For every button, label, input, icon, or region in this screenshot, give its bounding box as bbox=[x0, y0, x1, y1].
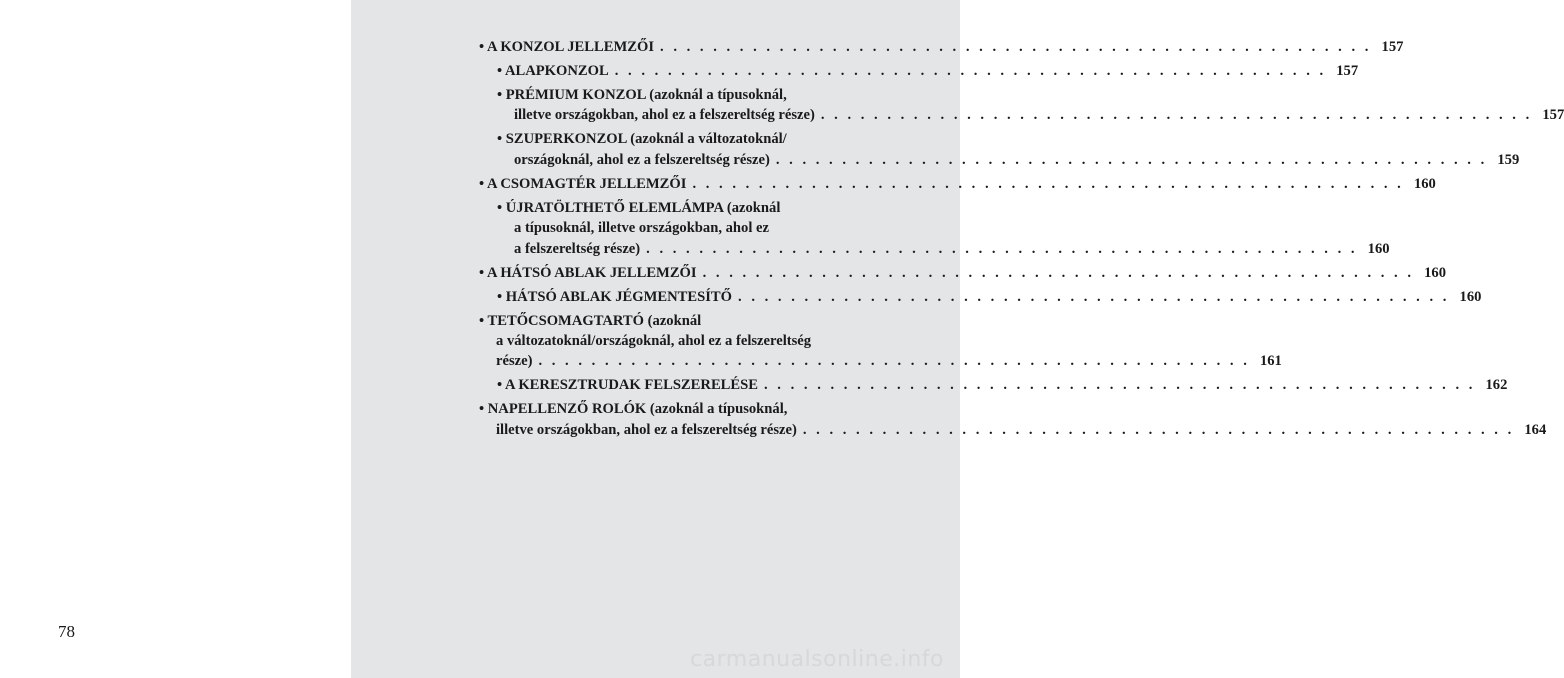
toc-entry-text: országoknál, ahol ez a felszereltség része) bbox=[514, 151, 770, 168]
toc-entry-text: illetve országokban, ahol ez a felszereltség része) bbox=[514, 107, 815, 124]
toc-entry-text: • A HÁTSÓ ABLAK JELLEMZŐI bbox=[479, 264, 697, 281]
toc-entry-text: a felszereltség része) bbox=[514, 240, 641, 257]
toc-entry-text: része) bbox=[496, 353, 533, 370]
toc-page-number: 157 bbox=[1542, 107, 1564, 124]
toc-entry[interactable] bbox=[479, 37, 1404, 57]
toc-page-number: 164 bbox=[1524, 421, 1547, 438]
toc-page-number: 160 bbox=[1367, 240, 1390, 257]
toc-entry[interactable] bbox=[479, 85, 1564, 126]
toc-page-number: 161 bbox=[1259, 353, 1282, 370]
toc-page-number: 157 bbox=[1336, 63, 1359, 79]
toc-leader-dots: . . . . . . . . . . . . . . . . . . . . . . . . . . . . . . . . . . . . . . . . . . . . . . . . . . . . . . bbox=[692, 175, 1404, 192]
toc-leader-dots: . . . . . . . . . . . . . . . . . . . . . . . . . . . . . . . . . . . . . . . . . . . . . . . . . . . . . . bbox=[660, 39, 1372, 55]
left-page bbox=[0, 0, 351, 678]
toc-entry-text: • A CSOMAGTÉR JELLEMZŐI bbox=[479, 175, 687, 192]
toc-entry-text: • ALAPKONZOL bbox=[497, 63, 609, 79]
toc-entry-text: • ÚJRATÖLTHETŐ ELEMLÁMPA (azoknál bbox=[497, 199, 781, 216]
toc-leader-dots: . . . . . . . . . . . . . . . . . . . . . . . . . . . . . . . . . . . . . . . . . . . . . . . . . . . . . . bbox=[775, 151, 1488, 168]
toc-leader-dots: . . . . . . . . . . . . . . . . . . . . . . . . . . . . . . . . . . . . . . . . . . . . . . . . . . . . . . bbox=[802, 421, 1515, 438]
toc-leader-dots: . . . . . . . . . . . . . . . . . . . . . . . . . . . . . . . . . . . . . . . . . . . . . . . . . . . . . . bbox=[764, 377, 1476, 394]
toc-entry[interactable] bbox=[479, 129, 1520, 170]
toc-entry-text: • A KERESZTRUDAK FELSZERELÉSE bbox=[497, 377, 758, 394]
toc-page-number: 160 bbox=[1459, 288, 1482, 305]
toc-entry-text: • PRÉMIUM KONZOL (azoknál a típusoknál, bbox=[497, 87, 787, 103]
toc-leader-dots: . . . . . . . . . . . . . . . . . . . . . . . . . . . . . . . . . . . . . . . . . . . . . . . . . . . . . . bbox=[614, 63, 1327, 79]
toc-entry-text: • TETŐCSOMAGTARTÓ (azoknál bbox=[479, 312, 702, 329]
toc-entry[interactable] bbox=[479, 174, 1436, 194]
toc-page-number: 157 bbox=[1381, 39, 1404, 55]
toc-leader-dots: . . . . . . . . . . . . . . . . . . . . . . . . . . . . . . . . . . . . . . . . . . . . . . . . . . . . . . bbox=[702, 264, 1414, 281]
toc-entry[interactable] bbox=[479, 399, 1547, 440]
toc-entry[interactable] bbox=[479, 287, 1482, 307]
toc-leader-dots: . . . . . . . . . . . . . . . . . . . . . . . . . . . . . . . . . . . . . . . . . . . . . . . . . . . . . . bbox=[538, 353, 1250, 370]
toc-entry[interactable] bbox=[479, 61, 1359, 81]
toc-leader-dots: . . . . . . . . . . . . . . . . . . . . . . . . . . . . . . . . . . . . . . . . . . . . . . . . . . . . . . bbox=[646, 240, 1358, 257]
toc-entry-text: a változatoknál/országoknál, ahol ez a felszereltség bbox=[496, 333, 812, 350]
toc-entry-text: • SZUPERKONZOL (azoknál a változatoknál/ bbox=[497, 131, 787, 148]
page-number: 78 bbox=[58, 622, 75, 641]
toc-page-number: 160 bbox=[1424, 264, 1446, 281]
toc-page-number: 162 bbox=[1485, 377, 1508, 394]
toc-page-number: 159 bbox=[1497, 151, 1520, 168]
toc-entry[interactable] bbox=[479, 375, 1508, 395]
toc-entry-text: • NAPELLENZŐ ROLÓK (azoknál a típusoknál, bbox=[479, 401, 788, 418]
toc-entry[interactable] bbox=[479, 263, 1446, 283]
toc-entry[interactable] bbox=[479, 311, 1282, 372]
toc-entry-text: • A KONZOL JELLEMZŐI bbox=[479, 39, 655, 55]
toc-page-number: 160 bbox=[1413, 175, 1436, 192]
toc-leader-dots: . . . . . . . . . . . . . . . . . . . . . . . . . . . . . . . . . . . . . . . . . . . . . . . . . . . . . . bbox=[820, 107, 1533, 124]
toc-leader-dots: . . . . . . . . . . . . . . . . . . . . . . . . . . . . . . . . . . . . . . . . . . . . . . . . . . . . . . bbox=[738, 288, 1450, 305]
watermark: carmanualsonline.info bbox=[690, 647, 944, 672]
toc-entry-text: a típusoknál, illetve országokban, ahol ez bbox=[514, 220, 770, 237]
table-of-contents bbox=[479, 37, 1564, 444]
toc-entry-text: illetve országokban, ahol ez a felszereltség része) bbox=[496, 421, 797, 438]
toc-entry[interactable] bbox=[479, 198, 1390, 259]
toc-entry-text: • HÁTSÓ ABLAK JÉGMENTESÍTŐ bbox=[497, 288, 733, 305]
